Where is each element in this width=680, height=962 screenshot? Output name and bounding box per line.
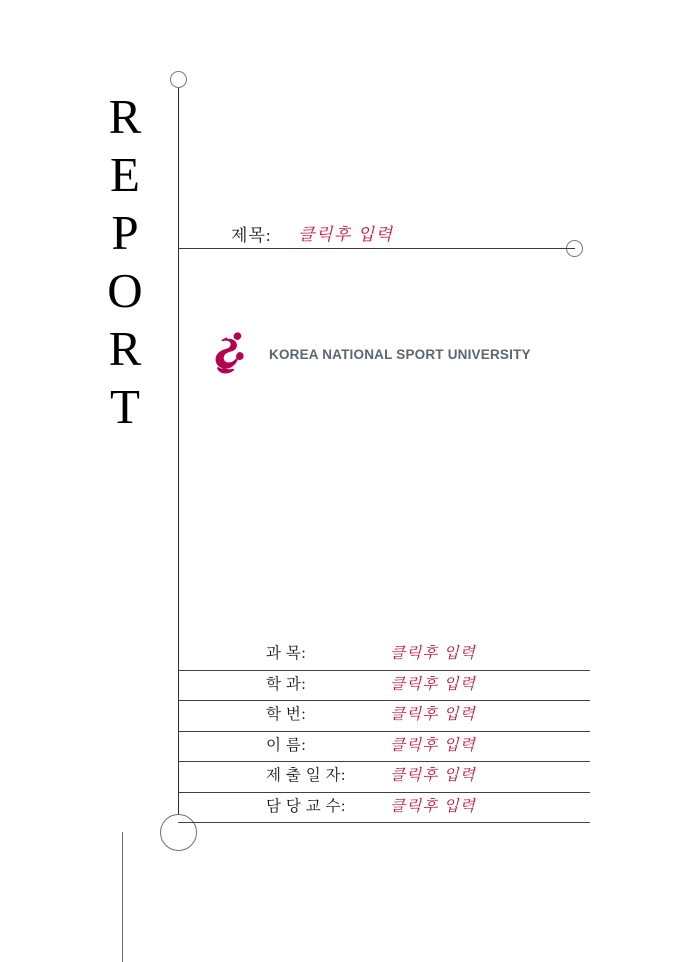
info-value-submission-date[interactable]: 클릭후 입력 — [390, 767, 476, 784]
info-label-submission-date: 제 출 일 자: — [266, 767, 346, 784]
info-value-student-id[interactable]: 클릭후 입력 — [390, 706, 476, 723]
title-underline — [178, 248, 575, 249]
korea-national-sport-university-logo-icon — [205, 330, 257, 378]
info-value-department[interactable]: 클릭후 입력 — [390, 675, 476, 693]
info-row — [178, 793, 590, 824]
info-value-subject[interactable]: 클릭후 입력 — [390, 645, 476, 662]
page-title — [95, 88, 155, 436]
info-row — [178, 640, 590, 671]
vertical-rule-tail — [122, 832, 123, 962]
info-row — [178, 762, 590, 793]
title-field-row — [178, 219, 578, 251]
info-row — [178, 671, 590, 702]
university-logo-block — [205, 330, 531, 378]
info-label-subject: 과 목: — [266, 645, 307, 662]
title-label: 제목: — [231, 226, 272, 245]
report-letter-r2: R — [108, 321, 142, 376]
university-logo-text: KOREA NATIONAL SPORT UNIVERSITY — [269, 346, 531, 362]
report-letter-r1: R — [108, 89, 142, 144]
info-label-department: 학 과: — [266, 675, 307, 693]
info-fields-block — [178, 640, 590, 823]
info-row — [178, 732, 590, 763]
info-row — [178, 701, 590, 732]
info-label-professor: 담 당 교 수: — [266, 797, 346, 815]
info-label-name: 이 름: — [266, 736, 307, 754]
info-value-name[interactable]: 클릭후 입력 — [390, 736, 476, 754]
info-label-student-id: 학 번: — [266, 706, 307, 723]
info-value-professor[interactable]: 클릭후 입력 — [390, 797, 476, 815]
report-letter-o: O — [107, 263, 143, 318]
report-letter-t: T — [110, 379, 140, 434]
report-letter-e: E — [110, 147, 140, 202]
title-input-placeholder[interactable]: 클릭후 입력 — [298, 225, 394, 244]
report-letter-p: P — [111, 205, 139, 260]
circle-decoration-top — [170, 71, 187, 88]
row-underline — [178, 822, 590, 823]
